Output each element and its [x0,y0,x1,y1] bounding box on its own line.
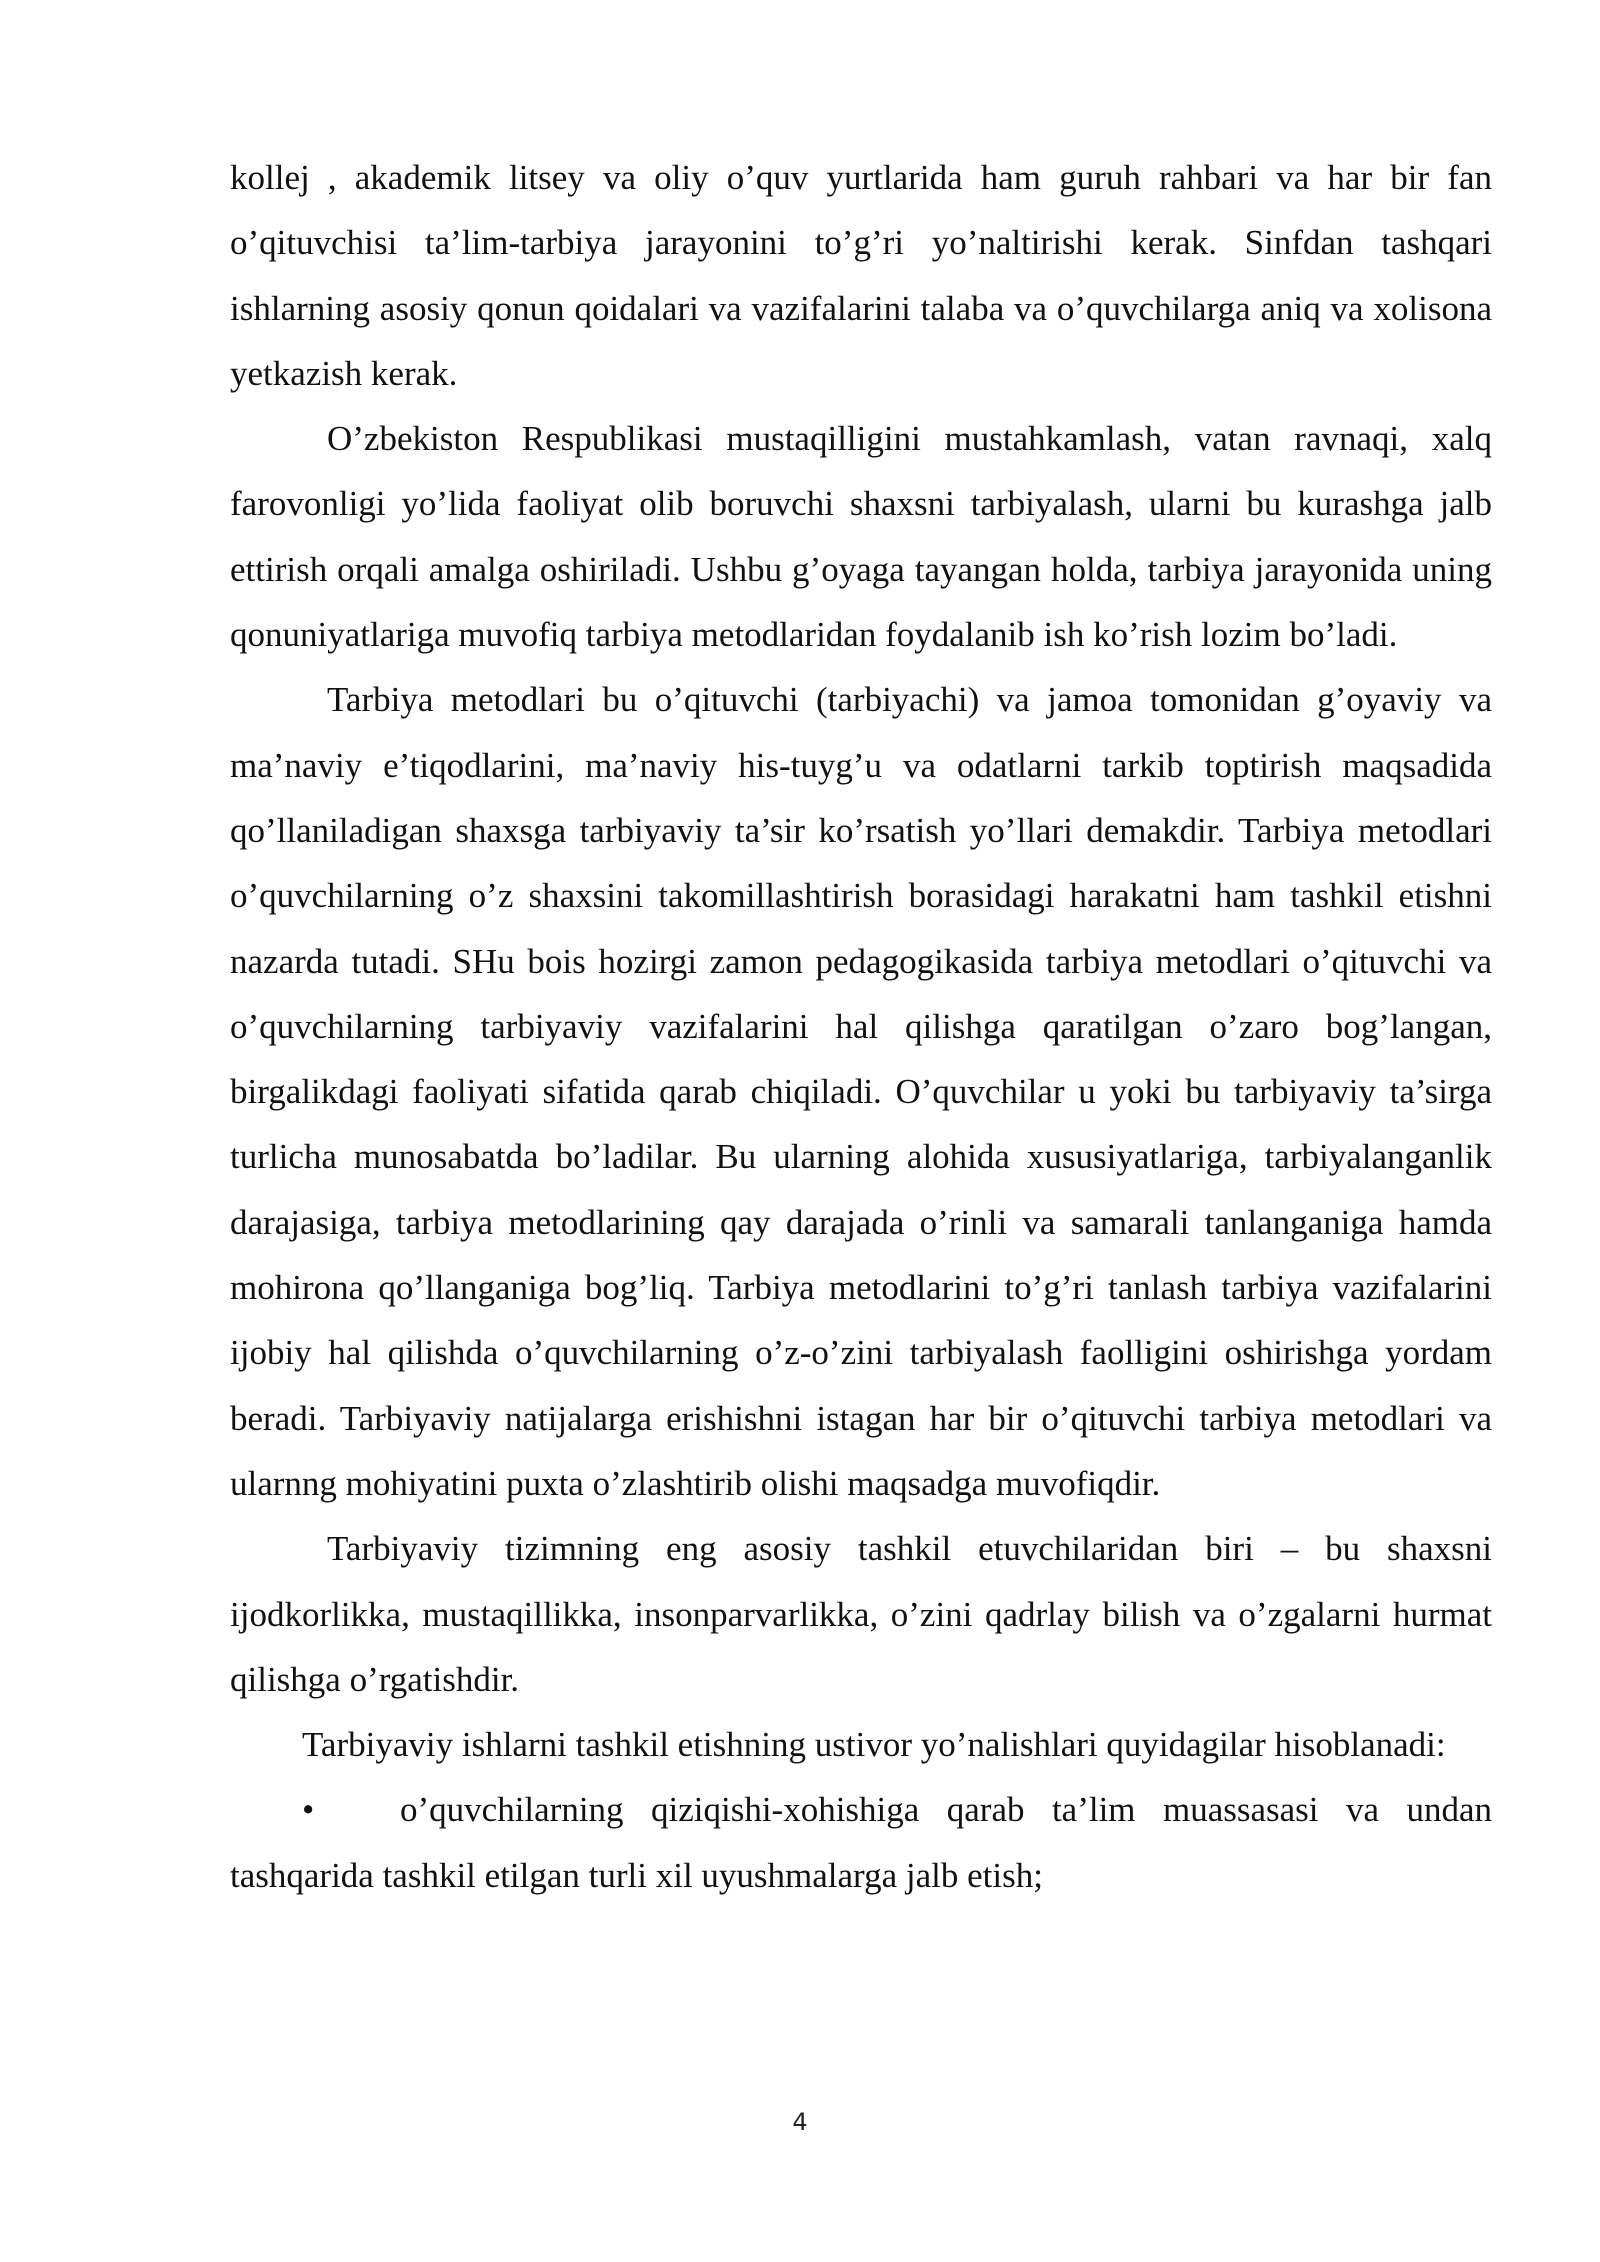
page-number: 4 [792,2108,808,2136]
paragraph-3: Tarbiya metodlari bu o’qituvchi (tarbiyachi) va jamoa tomonidan g’oyaviy va ma’naviy e’tiqodlarini, ma’naviy his-tuyg’u va odatlarni tarkib toptirish maqsadida qo’llaniladigan shaxsga tarbiyaviy ta’sir ko’rsatish yo’llari demakdir. Tarbiya metodlari o’quvchilarning o’z shaxsini takomillashtirish borasidagi harakatni ham tashkil etishni nazarda tutadi. SHu bois hozirgi zamon pedagogikasida tarbiya metodlari o’qituvchi va o’quvchilarning tarbiyaviy vazifalarini hal qilishga qaratilgan o’zaro bog’langan, birgalikdagi faoliyati sifatida qarab chiqiladi. O’quvchilar u yoki bu tarbiyaviy ta’sirga turlicha munosabatda bo’ladilar. Bu ularning alohida xususiyatlariga, tarbiyalanganlik darajasiga, tarbiya metodlarining qay darajada o’rinli va samarali tanlanganiga hamda mohirona qo’llanganiga bog’liq. Tarbiya metodlarini to’g’ri tanlash tarbiya vazifalarini ijobiy hal qilishda o’quvchilarning o’z-o’zini tarbiyalash faolligini oshirishga yordam beradi. Tarbiyaviy natijalarga erishishni istagan har bir o’qituvchi tarbiya metodlari va ularnng mohiyatini puxta o’zlashtirib olishi maqsadga muvofiqdir. [230,680,1492,1503]
paragraph-1: kollej , akademik litsey va oliy o’quv yurtlarida ham guruh rahbari va har bir fan o’qituvchisi ta’lim-tarbiya jarayonini to’g’ri yo’naltirishi kerak. Sinfdan tashqari ishlarning asosiy qonun qoidalari va vazifalarini talaba va o’quvchilarga aniq va xolisona yetkazish kerak. [230,158,1492,393]
document-body [230,145,1492,1908]
paragraph-5: Tarbiyaviy ishlarni tashkil etishning ustivor yo’nalishlari quyidagilar hisoblanadi: [302,1725,1446,1765]
bullet-icon: • [302,1790,315,1830]
paragraph-2: O’zbekiston Respublikasi mustaqilligini mustahkamlash, vatan ravnaqi, xalq farovonligi yo’lida faoliyat olib boruvchi shaxsni tarbiyalash, ularni bu kurashga jalb ettirish orqali amalga oshiriladi. Ushbu g’oyaga tayangan holda, tarbiya jarayonida uning qonuniyatlariga muvofiq tarbiya metodlaridan foydalanib ish ko’rish lozim bo’ladi. [230,419,1492,655]
paragraph-4: Tarbiyaviy tizimning eng asosiy tashkil etuvchilaridan biri – bu shaxsni ijodkorlikka, mustaqillikka, insonparvarlikka, o’zini qadrlay bilish va o’zgalarni hurmat qilishga o’rgatishdir. [230,1529,1492,1699]
bullet-item-text: o’quvchilarning qiziqishi-xohishiga qarab ta’lim muassasasi va undan tashqarida tashkil etilgan turli xil uyushmalarga jalb etish; [230,1790,1492,1895]
bullet-item-1 [230,1777,1492,1908]
